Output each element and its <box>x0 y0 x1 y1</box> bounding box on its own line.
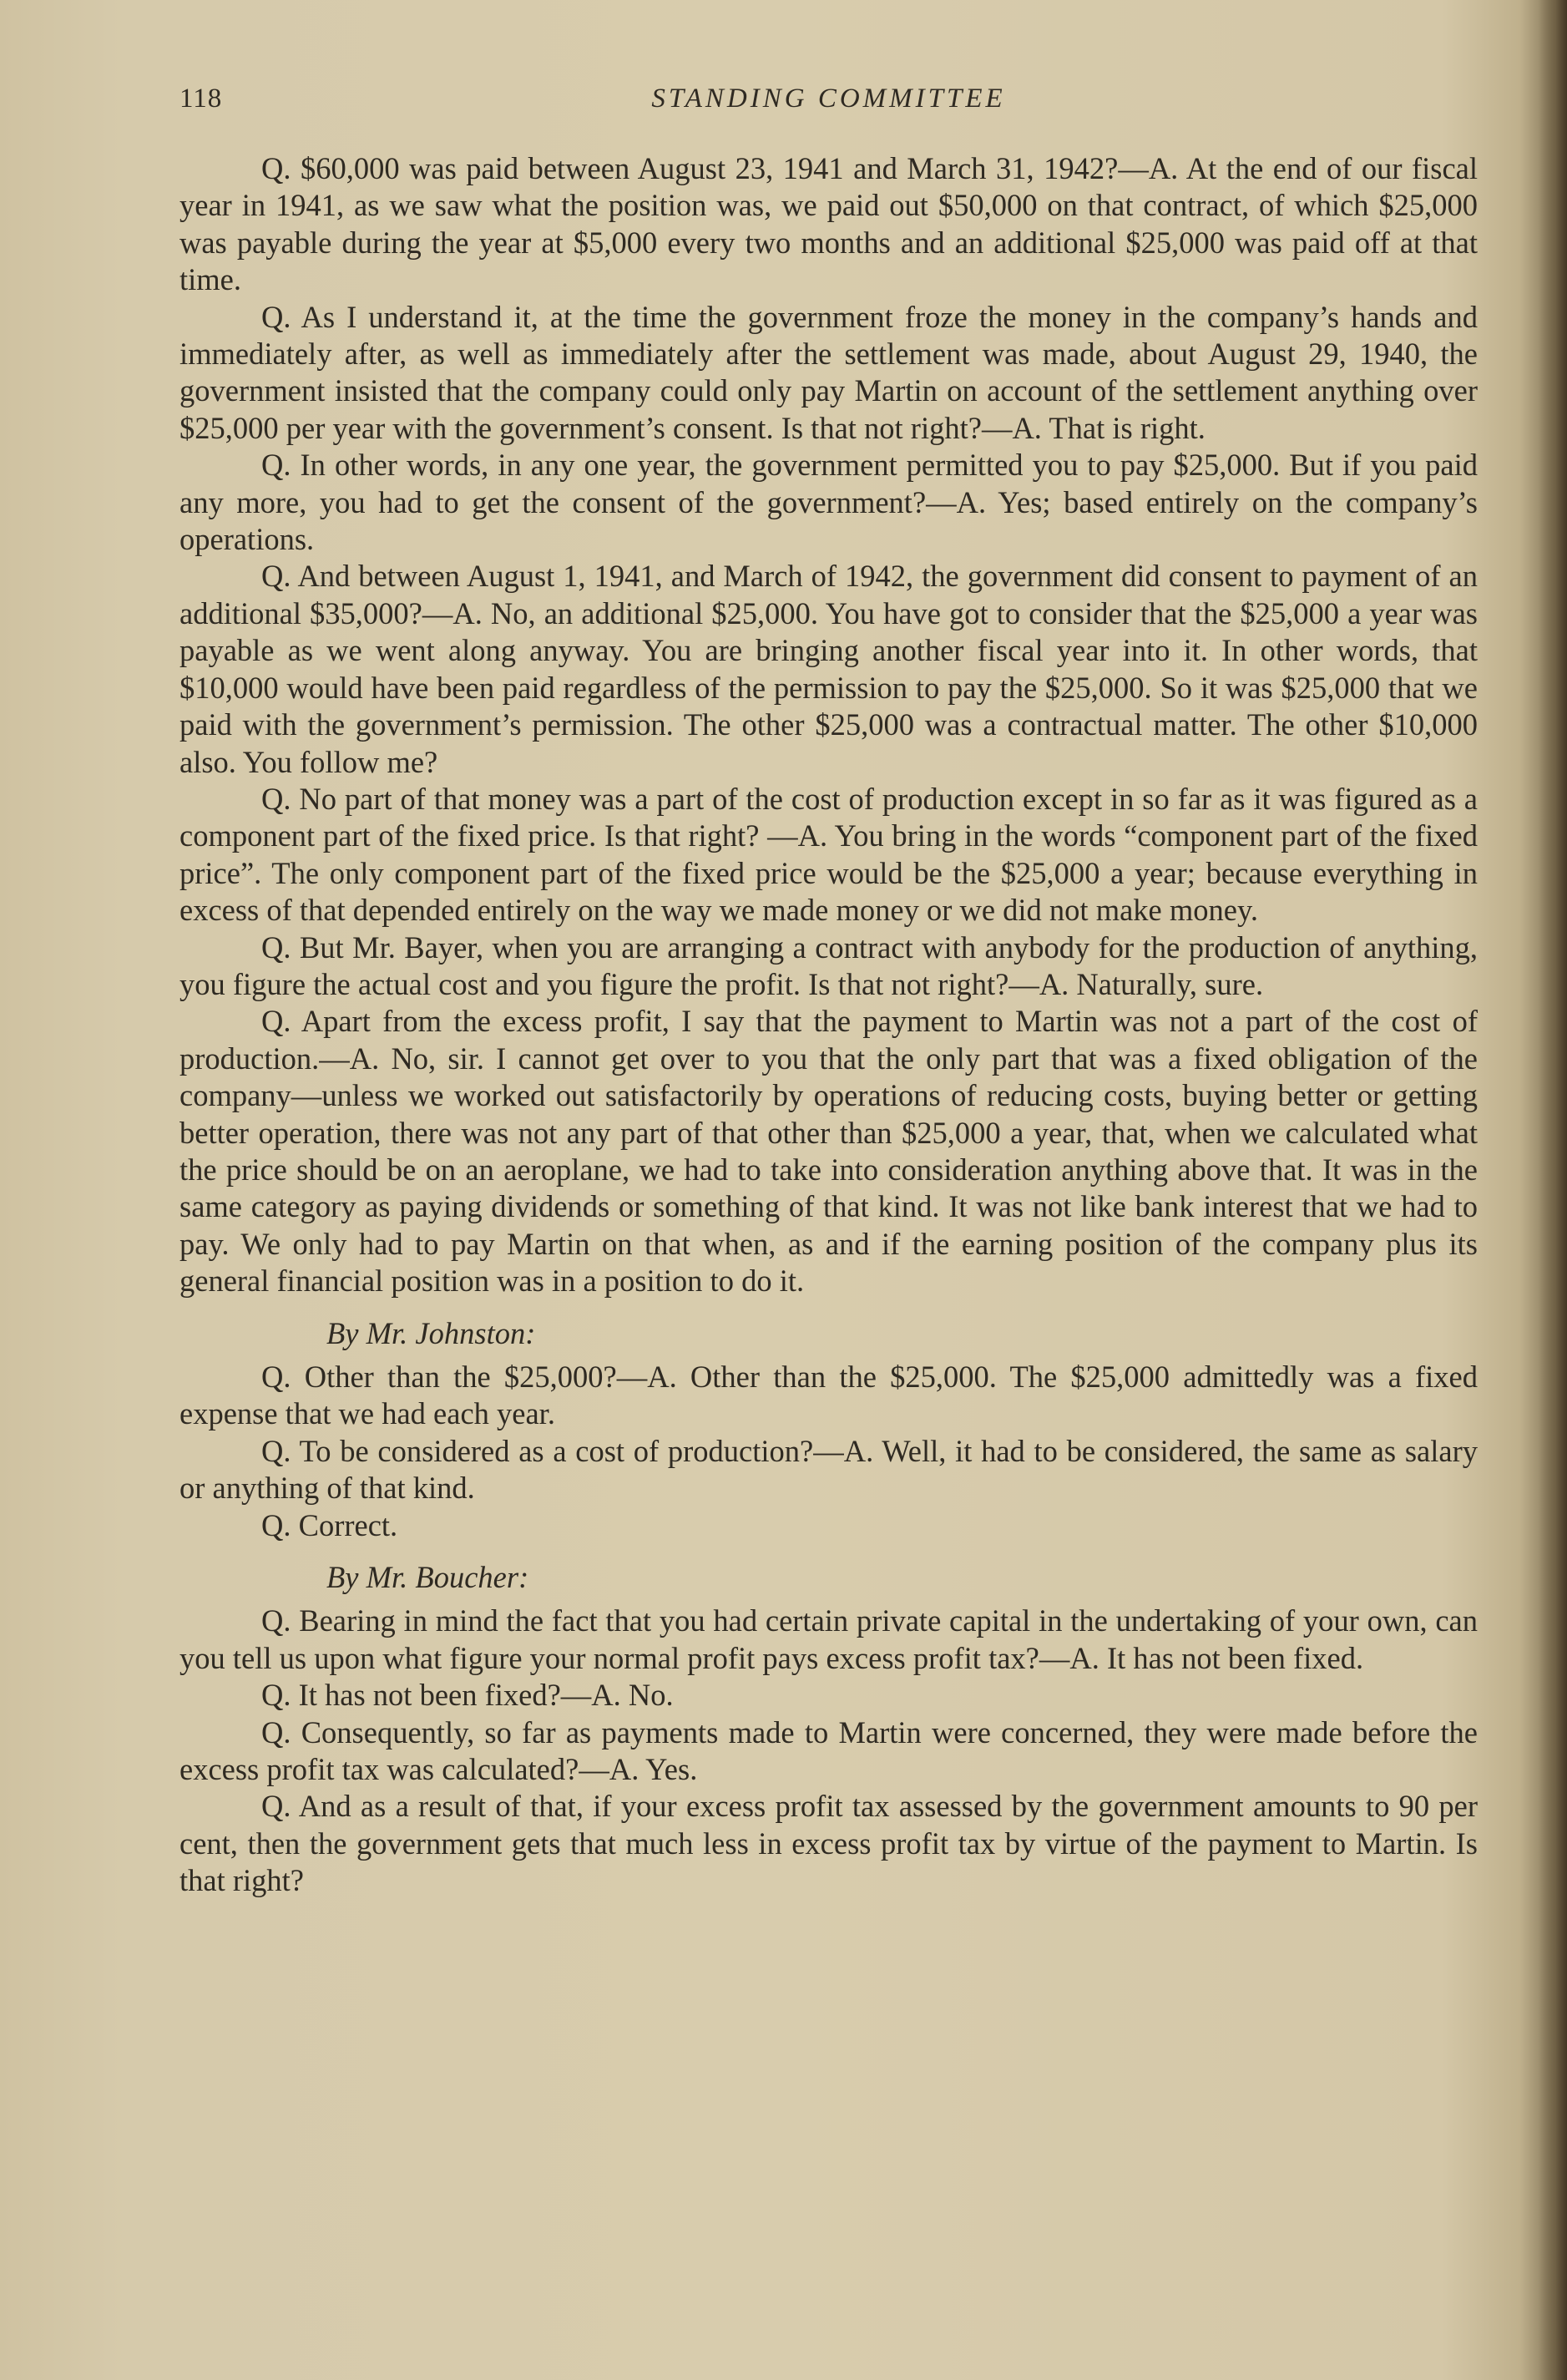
paragraph: Q. As I understand it, at the time the government froze the money in the company’s hands and immediately after, as well as immediately after the settlement was made, about August 29, 1940, the government insisted that the company could only pay Martin on account of the settlement anything over $25,000 per year with the government’s consent. Is that not right?—A. That is right. <box>179 299 1478 445</box>
page-number: 118 <box>179 84 223 114</box>
running-head: STANDING COMMITTEE <box>651 84 1006 114</box>
paragraph: Q. Apart from the excess profit, I say that the payment to Martin was not a part of the cost of production.—A. No, sir. I cannot get over to you that the only part that was a fixed obligation of the company—unless we worked out satisfactorily by operations of reducing costs, buying better or getting better operation, there was not any part of that other than $25,000 a year, that, when we calculated what the price should be on an aeroplane, we had to take into consideration anything above that. It was in the same category as paying dividends or something of that kind. It was not like bank interest that we had to pay. We only had to pay Martin on that when, as and if the earning position of the company plus its general financial position was in a position to do it. <box>179 1004 1478 1299</box>
paragraph: Q. Correct. <box>261 1507 398 1542</box>
paragraph: Q. But Mr. Bayer, when you are arranging a contract with anybody for the production of anything, you figure the actual cost and you figure the profit. Is that not right?—A. Naturally, sure. <box>179 929 1478 1001</box>
speaker-heading-johnston: By Mr. Johnston: <box>326 1315 536 1350</box>
paragraph: Q. $60,000 was paid between August 23, 1941 and March 31, 1942?—A. At the end of our fiscal year in 1941, as we saw what the position was, we paid out $50,000 on that contract, of which $25,000 was payable during the year at $5,000 every two months and an additional $25,000 was paid off at that time. <box>179 151 1478 297</box>
paragraph: Q. To be considered as a cost of production?—A. Well, it had to be considered, the same as salary or anything of that kind. <box>179 1433 1478 1506</box>
paragraph: Q. Consequently, so far as payments made to Martin were concerned, they were made before the excess profit tax was calculated?—A. Yes. <box>179 1714 1478 1787</box>
page-header <box>179 84 1478 125</box>
paragraph: Q. Bearing in mind the fact that you had certain private capital in the undertaking of your own, can you tell us upon what figure your normal profit pays excess profit tax?—A. It has not been fixed. <box>179 1603 1478 1675</box>
paragraph: Q. It has not been fixed?—A. No. <box>261 1678 674 1713</box>
paragraph: Q. And between August 1, 1941, and March of 1942, the government did consent to payment of an additional $35,000?—A. No, an additional $25,000. You have got to consider that the $25,000 a year was payable as we went along anyway. You are bringing another fiscal year into it. In other words, that $10,000 would have been paid regardless of the permission to pay the $25,000. So it was $25,000 that we paid with the government’s permission. The other $25,000 was a contractual matter. The other $10,000 also. You follow me? <box>179 559 1478 779</box>
page-edge-shadow <box>1539 0 1567 2380</box>
transcript-body <box>179 150 1478 1900</box>
paragraph: Q. And as a result of that, if your excess profit tax assessed by the government amounts to 90 per cent, then the government gets that much less in excess profit tax by virtue of the payment to Martin. Is that right? <box>179 1789 1478 1898</box>
paragraph: Q. In other words, in any one year, the government permitted you to pay $25,000. But if you paid any more, you had to get the consent of the government?—A. Yes; based entirely on the company’s operations. <box>179 448 1478 557</box>
paragraph: Q. No part of that money was a part of the cost of production except in so far as it was figured as a component part of the fixed price. Is that right? —A. You bring in the words “component part of the fixed price”. The only component part of the fixed price would be the $25,000 a year; because everything in excess of that depended entirely on the way we made money or we did not make money. <box>179 781 1478 928</box>
paragraph: Q. Other than the $25,000?—A. Other than the $25,000. The $25,000 admittedly was a fixed expense that we had each year. <box>179 1360 1478 1431</box>
speaker-heading-boucher: By Mr. Boucher: <box>326 1560 529 1595</box>
